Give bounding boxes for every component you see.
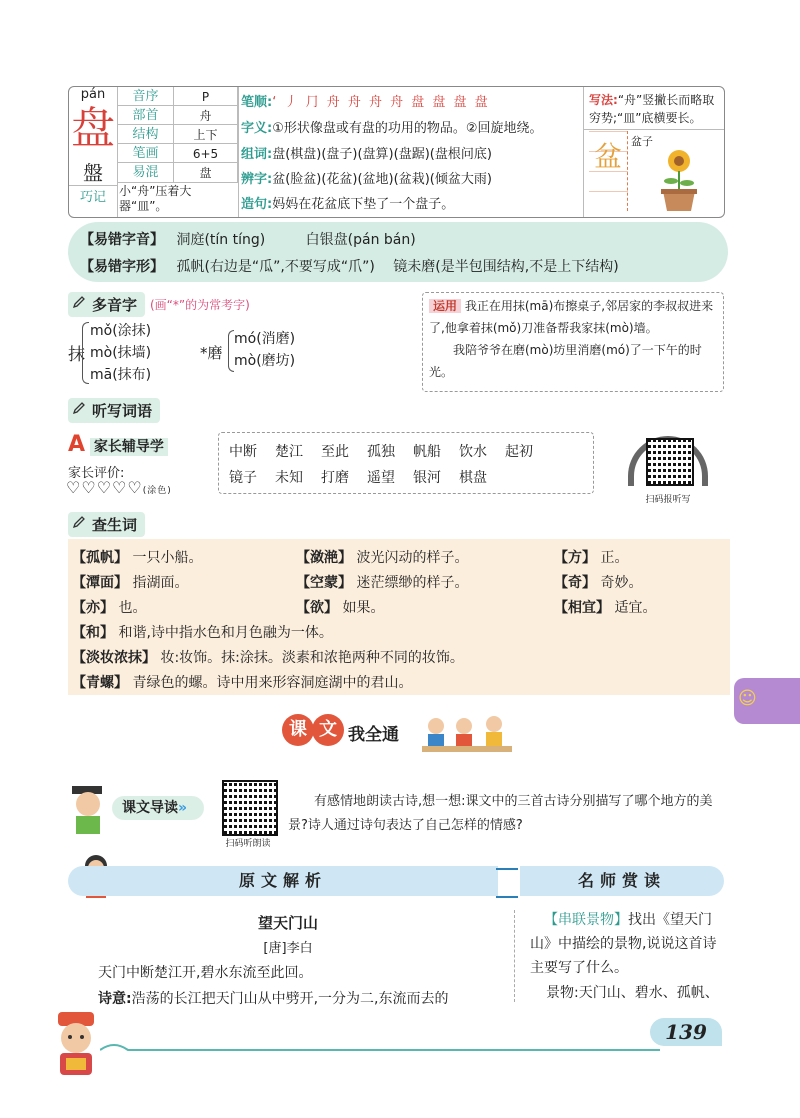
flower-pot-illustration xyxy=(649,147,709,213)
poem-title: 望天门山 xyxy=(257,914,318,932)
vocab-def: 青绿色的螺。诗中用来形容洞庭湖中的君山。 xyxy=(132,675,413,691)
kewen-title-text: 我全通 xyxy=(348,725,399,745)
info-value: P xyxy=(174,87,238,106)
vocab-entry xyxy=(72,572,188,592)
zaoju-text: 妈妈在花盆底下垫了一个盘子。 xyxy=(272,197,455,212)
dictation-word: 中断 xyxy=(229,444,257,460)
pencil-icon xyxy=(72,295,86,309)
ziyi-text: ①形状像盘或有盘的功用的物品。②回旋地绕。 xyxy=(272,121,543,136)
dictation-word: 银河 xyxy=(413,470,441,486)
info-label: 易混 xyxy=(118,163,174,183)
usage-example-box xyxy=(422,292,724,392)
pencil-icon xyxy=(72,515,86,529)
qr-caption: 扫码报听写 xyxy=(645,495,691,505)
vocab-entry xyxy=(554,547,628,567)
vocab-entry xyxy=(296,547,468,567)
vocab-entry xyxy=(296,597,384,617)
bianzi-text: 盆(脸盆)(花盆)(盆地)(盆栽)(倾盆大雨) xyxy=(272,172,492,187)
listen-qr-code-icon[interactable] xyxy=(222,780,278,836)
parent-eval-label: 家长评价: xyxy=(68,466,125,481)
info-label: 结构 xyxy=(118,125,174,144)
vocab-def: 和谐,诗中指水色和月色融为一体。 xyxy=(118,625,333,641)
zaoju-label: 造句: xyxy=(241,197,273,212)
vocab-entry xyxy=(554,572,642,592)
mascot-student-illustration xyxy=(48,1010,104,1080)
duoyin-char-2 xyxy=(200,342,223,363)
parent-guide-title: 家长辅导学 xyxy=(90,438,168,456)
words-row-1 xyxy=(229,441,533,461)
duoyin-char-2-text: *磨 xyxy=(200,344,223,362)
reading: mò(抹墙) xyxy=(90,345,152,361)
error-pronunciation-a: 洞庭(tín tíng) xyxy=(176,232,266,248)
error-pronunciation-line xyxy=(80,229,416,249)
vocab-def: 适宜。 xyxy=(614,600,657,616)
chevron-right-icon: » xyxy=(178,800,188,816)
info-label: 笔画 xyxy=(118,144,174,163)
kewen-title-char-2: 文 xyxy=(312,714,344,746)
dictation-qr-block[interactable] xyxy=(628,426,708,506)
vocab-heading xyxy=(68,512,145,537)
vocab-term: 【潋滟】 xyxy=(296,550,352,566)
dictation-word: 楚江 xyxy=(275,444,303,460)
big-character: 盘 xyxy=(71,103,115,154)
vocab-def: 指湖面。 xyxy=(132,575,189,591)
ziyi-line xyxy=(241,117,543,136)
students-illustration xyxy=(422,714,512,754)
dictation-word: 至此 xyxy=(321,444,349,460)
duoyin-note: (画“*”的为常考字) xyxy=(150,298,250,312)
dictation-word: 遥望 xyxy=(367,470,395,486)
vocab-term: 【相宜】 xyxy=(554,600,610,616)
dictation-word: 起初 xyxy=(505,444,533,460)
info-value: 6+5 xyxy=(174,144,238,163)
zuci-label: 组词: xyxy=(241,147,273,162)
vocab-term: 【亦】 xyxy=(72,600,114,616)
common-errors-panel xyxy=(68,222,728,282)
words-row-2 xyxy=(229,467,487,487)
left-banner-title: 原文解析 xyxy=(238,871,327,890)
tingxie-title: 听写词语 xyxy=(92,402,153,420)
info-value: 盘 xyxy=(174,163,238,183)
picture-label: 盆子 xyxy=(631,135,653,148)
dictation-word: 镜子 xyxy=(229,470,257,486)
xiefa-text: “舟”竖撇长而略取穷势;“皿”底横要长。 xyxy=(589,93,715,125)
usage-text-2: 我陪爷爷在磨(mò)坊里消磨(mó)了一下午的时光。 xyxy=(429,343,702,379)
vocab-def: 波光闪动的样子。 xyxy=(356,550,469,566)
dictation-words-box xyxy=(218,432,594,494)
pencil-icon xyxy=(72,401,86,415)
dictation-word: 打磨 xyxy=(321,470,349,486)
teacher-note-scenery: 景物:天门山、碧水、孤帆、 xyxy=(546,985,719,1001)
char-info-table xyxy=(118,87,238,183)
vocab-term: 【潭面】 xyxy=(72,575,128,591)
writing-grid xyxy=(589,131,628,211)
duoyin-heading xyxy=(68,292,145,317)
qr-code-icon[interactable] xyxy=(646,438,694,486)
heart-icons[interactable]: ♡♡♡♡♡ xyxy=(66,478,143,497)
stroke-order: ‘ 丿 ⺆ 舟 舟 舟 舟 盘 盘 盘 盘 xyxy=(272,95,490,110)
reading: mā(抹布) xyxy=(90,367,152,383)
error-shape-label: 【易错字形】 xyxy=(80,259,164,275)
usage-text-1: 我正在用抹(mā)布擦桌子,邻居家的李叔叔进来了,他拿着抹(mǒ)刀准备帮我家抹(mò)墙。 xyxy=(429,299,714,335)
vocab-title: 查生词 xyxy=(92,516,138,534)
vocab-term: 【欲】 xyxy=(296,600,338,616)
bianzi-label: 辨字: xyxy=(241,172,273,187)
vocab-term: 【空蒙】 xyxy=(296,575,352,591)
brace xyxy=(82,322,89,384)
vocab-term: 【奇】 xyxy=(554,575,596,591)
zuci-text: 盘(棋盘)(盘子)(盘算)(盘踞)(盘根问底) xyxy=(272,147,492,162)
poem-line-1: 天门中断楚江开,碧水东流至此回。 xyxy=(98,965,313,981)
bishun-line xyxy=(241,91,490,110)
vocab-def: 迷茫缥缈的样子。 xyxy=(356,575,469,591)
vocab-term: 【青螺】 xyxy=(72,675,128,691)
vocab-term: 【孤帆】 xyxy=(72,550,128,566)
dictation-word: 未知 xyxy=(275,470,303,486)
dictation-word: 孤独 xyxy=(367,444,395,460)
zuci-line xyxy=(241,143,492,162)
error-shape-line xyxy=(80,256,619,276)
dictation-word: 帆船 xyxy=(413,444,441,460)
parent-eval-hearts[interactable] xyxy=(66,478,172,497)
vocab-def: 正。 xyxy=(600,550,629,566)
dictation-word: 饮水 xyxy=(459,444,487,460)
vocab-entry xyxy=(72,622,333,642)
vocab-entry xyxy=(296,572,468,592)
kewen-title xyxy=(282,714,522,750)
vocab-term: 【方】 xyxy=(554,550,596,566)
teacher-note-text: 找出《望天门山》中描绘的景物,说说这首诗主要写了什么。 xyxy=(530,912,717,976)
error-shape-b: 镜未磨(是半包围结构,不是上下结构) xyxy=(393,259,619,275)
tingxie-heading xyxy=(68,398,160,423)
vocab-def: 一只小船。 xyxy=(132,550,203,566)
parent-logo-icon: A xyxy=(68,432,86,457)
banner-link-icon xyxy=(496,868,518,898)
picture-char: 盆 xyxy=(593,140,622,173)
reading: mò(磨坊) xyxy=(234,353,296,369)
column-divider xyxy=(514,910,516,1002)
qiji-text: 小“舟”压着大器“皿”。 xyxy=(119,184,192,213)
qiji-label: 巧记 xyxy=(69,185,117,208)
duoyin-char-1: 抹 xyxy=(68,345,85,365)
duoyin-readings-1 xyxy=(90,320,151,386)
info-label: 部首 xyxy=(118,106,174,125)
vocab-term: 【和】 xyxy=(72,625,114,641)
xiefa-note xyxy=(589,91,721,127)
teacher-reading-banner xyxy=(520,866,724,896)
vocab-def: 奇妙。 xyxy=(600,575,643,591)
traditional-character: 盤 xyxy=(83,161,103,185)
reading: mó(消磨) xyxy=(234,331,296,347)
footer-rule xyxy=(100,1040,660,1060)
teacher-note-tag: 【串联景物】 xyxy=(544,912,628,928)
bishun-label: 笔顺: xyxy=(241,95,273,110)
poem-author: [唐]李白 xyxy=(263,941,313,956)
vocab-entry xyxy=(72,647,464,667)
listen-qr-caption: 扫码听朗读 xyxy=(225,839,271,849)
vocab-def: 也。 xyxy=(118,600,147,616)
mascot-icon: ☺ xyxy=(738,688,757,709)
duoyin-readings-2 xyxy=(234,328,295,372)
pinyin: pán xyxy=(80,87,106,102)
dictation-word: 棋盘 xyxy=(459,470,487,486)
original-text-banner xyxy=(68,866,498,896)
teacher-note xyxy=(530,908,726,980)
daodu-label xyxy=(112,796,204,820)
error-shape-a: 孤帆(右边是“瓜”,不要写成“爪”) xyxy=(176,259,375,275)
kewen-title-char-1: 课 xyxy=(282,714,314,746)
zaoju-line xyxy=(241,193,454,212)
duoyin-title: 多音字 xyxy=(92,296,138,314)
shiyi-text: 浩荡的长江把天门山从中劈开,一分为二,东流而去的 xyxy=(131,991,449,1007)
reading: mǒ(涂抹) xyxy=(90,323,152,339)
parent-guide xyxy=(68,432,168,457)
page-number: 139 xyxy=(650,1018,722,1046)
vocab-entry xyxy=(554,597,656,617)
daodu-text: 有感情地朗读古诗,想一想:课文中的三首古诗分别描写了哪个地方的美景?诗人通过诗句表达了自己怎样的情感? xyxy=(288,794,713,833)
daodu-label-text: 课文导读 xyxy=(122,800,178,816)
vocab-entry xyxy=(72,597,146,617)
usage-label: 运用 xyxy=(429,299,461,313)
error-pronunciation-label: 【易错字音】 xyxy=(80,232,164,248)
xiefa-label: 写法: xyxy=(589,93,618,107)
character-card xyxy=(68,86,725,218)
ziyi-label: 字义: xyxy=(241,121,273,136)
shiyi-label: 诗意: xyxy=(98,991,132,1007)
side-tab[interactable] xyxy=(734,678,800,724)
poem-meaning xyxy=(98,988,449,1008)
vocab-def: 妆:妆饰。抹:涂抹。淡素和浓艳两种不同的妆饰。 xyxy=(160,650,464,666)
reader-boy-illustration xyxy=(66,784,110,836)
error-pronunciation-b: 白银盘(pán bán) xyxy=(305,232,416,248)
vocab-entry xyxy=(72,547,202,567)
bianzi-line xyxy=(241,168,492,187)
vocab-panel xyxy=(68,539,730,695)
hearts-note: (涂色) xyxy=(142,486,172,496)
vocab-def: 如果。 xyxy=(342,600,385,616)
right-banner-title: 名师赏读 xyxy=(577,871,666,890)
vocab-term: 【淡妆浓抹】 xyxy=(72,650,156,666)
vocab-entry xyxy=(72,672,412,692)
info-label: 音序 xyxy=(118,87,174,106)
info-value: 舟 xyxy=(174,106,238,125)
info-value: 上下 xyxy=(174,125,238,144)
